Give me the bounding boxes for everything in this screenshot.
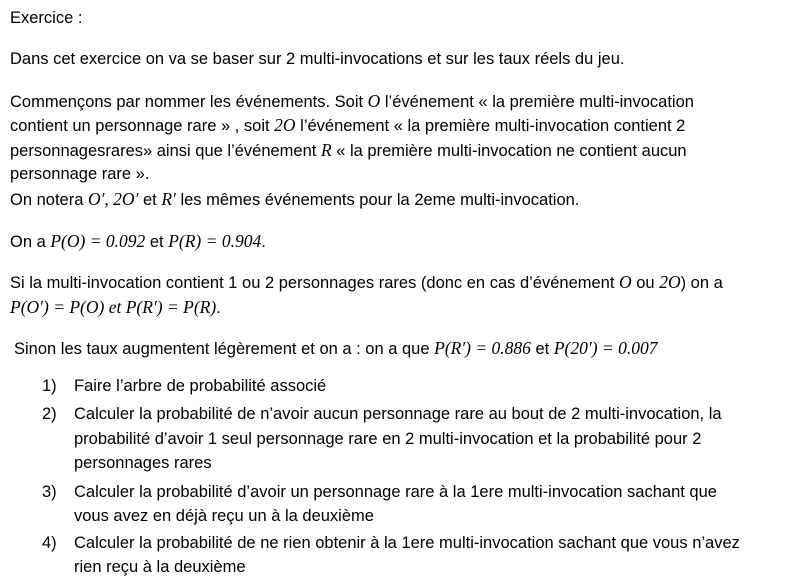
condition-text: . xyxy=(216,299,221,317)
events-text: On notera xyxy=(10,191,88,209)
events-line-4: personnage rare ». xyxy=(10,165,150,183)
question-2-line-3: personnages rares xyxy=(74,454,212,472)
question-2-line-1: Calculer la probabilité de n’avoir aucun personnage rare au bout de 2 multi-invocation, la xyxy=(74,405,722,423)
question-4-number: 4) xyxy=(42,534,57,552)
event-2O-symbol: 2O xyxy=(659,272,681,292)
otherwise-text: Sinon les taux augmentent légèrement et on a : on a que xyxy=(14,340,435,358)
events-line-5 xyxy=(10,187,579,212)
probability-2O-prime: P(20′) = 0.007 xyxy=(553,338,658,358)
condition-text: Si la multi-invocation contient 1 ou 2 personnages rares (donc en cas d’événement xyxy=(10,274,620,292)
otherwise-line xyxy=(14,336,657,361)
exercise-title: Exercice : xyxy=(10,9,83,27)
probability-O: P(O) = 0.092 xyxy=(50,231,146,251)
events-text: l’événement « la première multi-invocation contient 2 xyxy=(295,117,686,135)
otherwise-text: et xyxy=(530,340,554,358)
question-3-number: 3) xyxy=(42,483,57,501)
events-text: l’événement « la première multi-invocation xyxy=(380,93,694,111)
events-text: personnagesrares» ainsi que l’événement xyxy=(10,142,321,160)
question-3-line-1: Calculer la probabilité d’avoir un personnage rare à la 1ere multi-invocation sachant que xyxy=(74,483,717,501)
condition-text: ou xyxy=(631,274,660,292)
intro-text: Dans cet exercice on va se baser sur 2 multi-invocations et sur les taux réels du jeu. xyxy=(10,50,625,68)
events-line-1 xyxy=(10,89,694,114)
given-probabilities xyxy=(10,229,266,254)
question-1-number: 1) xyxy=(42,377,57,395)
condition-line-2 xyxy=(10,295,221,320)
question-2-line-2: probabilité d’avoir 1 seul personnage rare en 2 multi-invocation et la probabilité pour 2 xyxy=(74,430,702,448)
events-text: Commençons par nommer les événements. Soit xyxy=(10,93,368,111)
event-R-symbol: R xyxy=(320,140,332,160)
question-4-line-2: rien reçu à la deuxième xyxy=(74,558,246,576)
question-4-line-1: Calculer la probabilité de ne rien obtenir à la 1ere multi-invocation sachant que vous n’avez xyxy=(74,534,740,552)
given-text: . xyxy=(261,233,266,251)
event-prime-symbols: O′, 2O′ xyxy=(87,189,139,209)
condition-line-1 xyxy=(10,270,723,295)
events-text: « la première multi-invocation ne contient aucun xyxy=(331,142,687,160)
given-text: et xyxy=(145,233,169,251)
events-text: les mêmes événements pour la 2eme multi-invocation. xyxy=(175,191,580,209)
question-3-line-2: vous avez en déjà reçu un à la deuxième xyxy=(74,507,374,525)
event-2O-symbol: 2O xyxy=(274,115,296,135)
events-line-3 xyxy=(10,138,687,163)
question-2-number: 2) xyxy=(42,405,57,423)
events-text: et xyxy=(138,191,162,209)
events-text: contient un personnage rare » , soit xyxy=(10,117,275,135)
question-1-line-1: Faire l’arbre de probabilité associé xyxy=(74,377,327,395)
given-text: On a xyxy=(10,233,51,251)
event-R-prime-symbol: R′ xyxy=(161,189,176,209)
event-O-symbol: O xyxy=(367,91,381,111)
probability-R: P(R) = 0.904 xyxy=(168,231,262,251)
event-O-symbol: O xyxy=(619,272,632,292)
events-line-2 xyxy=(10,113,685,138)
condition-text: ) on a xyxy=(680,274,723,292)
probability-R-prime: P(R′) = 0.886 xyxy=(434,338,531,358)
condition-equation: P(O′) = P(O) et P(R′) = P(R) xyxy=(10,297,217,317)
